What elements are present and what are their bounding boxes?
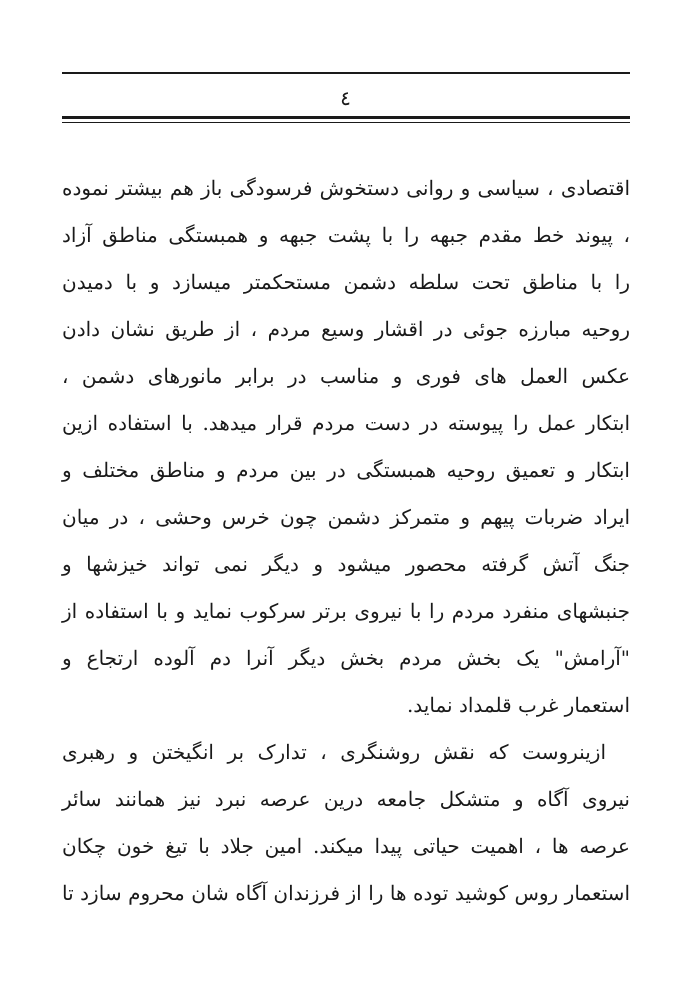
- text-line: "آرامش" یک بخش مردم بخش دیگر آنرا دم آلوده ارتجاع و: [62, 646, 630, 670]
- header-rule-bottom-thin: [62, 122, 630, 123]
- paragraph: [62, 729, 630, 917]
- body-text: [62, 165, 630, 917]
- header-rule-top: [62, 72, 630, 74]
- text-line: استعمار غرب قلمداد نماید.: [406, 693, 630, 717]
- text-line: ایراد ضربات پیهم و متمرکز دشمن چون خرس وحشی ، در میان: [62, 505, 630, 529]
- page-number: ٤: [340, 86, 351, 110]
- header-rule-bottom-thick: [62, 116, 630, 119]
- text-line: جنگ آتش گرفته محصور میشود و دیگر نمی تواند خیزشها و: [62, 552, 630, 576]
- text-line: ازینروست که نقش روشنگری ، تدارک بر انگیختن و رهبری: [62, 740, 606, 764]
- text-line: جنبشهای منفرد مردم را با نیروی برتر سرکوب نماید و با استفاده از: [62, 599, 630, 623]
- paragraph: [62, 165, 630, 729]
- text-line: ابتکار عمل را پیوسته در دست مردم قرار میدهد. با استفاده ازین: [62, 411, 630, 435]
- text-line: روحیه مبارزه جوئی در اقشار وسیع مردم ، از طریق نشان دادن: [62, 317, 630, 341]
- text-line: اقتصادی ، سیاسی و روانی دستخوش فرسودگی باز هم بیشتر نموده: [62, 176, 630, 200]
- text-line: استعمار روس کوشید توده ها را از فرزندان آگاه شان محروم سازد تا: [62, 881, 630, 905]
- text-line: را با مناطق تحت سلطه دشمن مستحکمتر میسازد و با دمیدن: [62, 270, 630, 294]
- text-line: ، پیوند خط مقدم جبهه را با پشت جبهه و همبستگی مناطق آزاد: [62, 223, 630, 247]
- text-line: ابتکار و تعمیق روحیه همبستگی در بین مردم و مناطق مختلف و: [62, 458, 630, 482]
- text-line: نیروی آگاه و متشکل جامعه درین عرصه نبرد نیز همانند سائر: [62, 787, 630, 811]
- text-line: عکس العمل های فوری و مناسب در برابر مانورهای دشمن ،: [62, 364, 630, 388]
- text-line: عرصه ها ، اهمیت حیاتی پیدا میکند. امین جلاد با تیغ خون چکان: [62, 834, 630, 858]
